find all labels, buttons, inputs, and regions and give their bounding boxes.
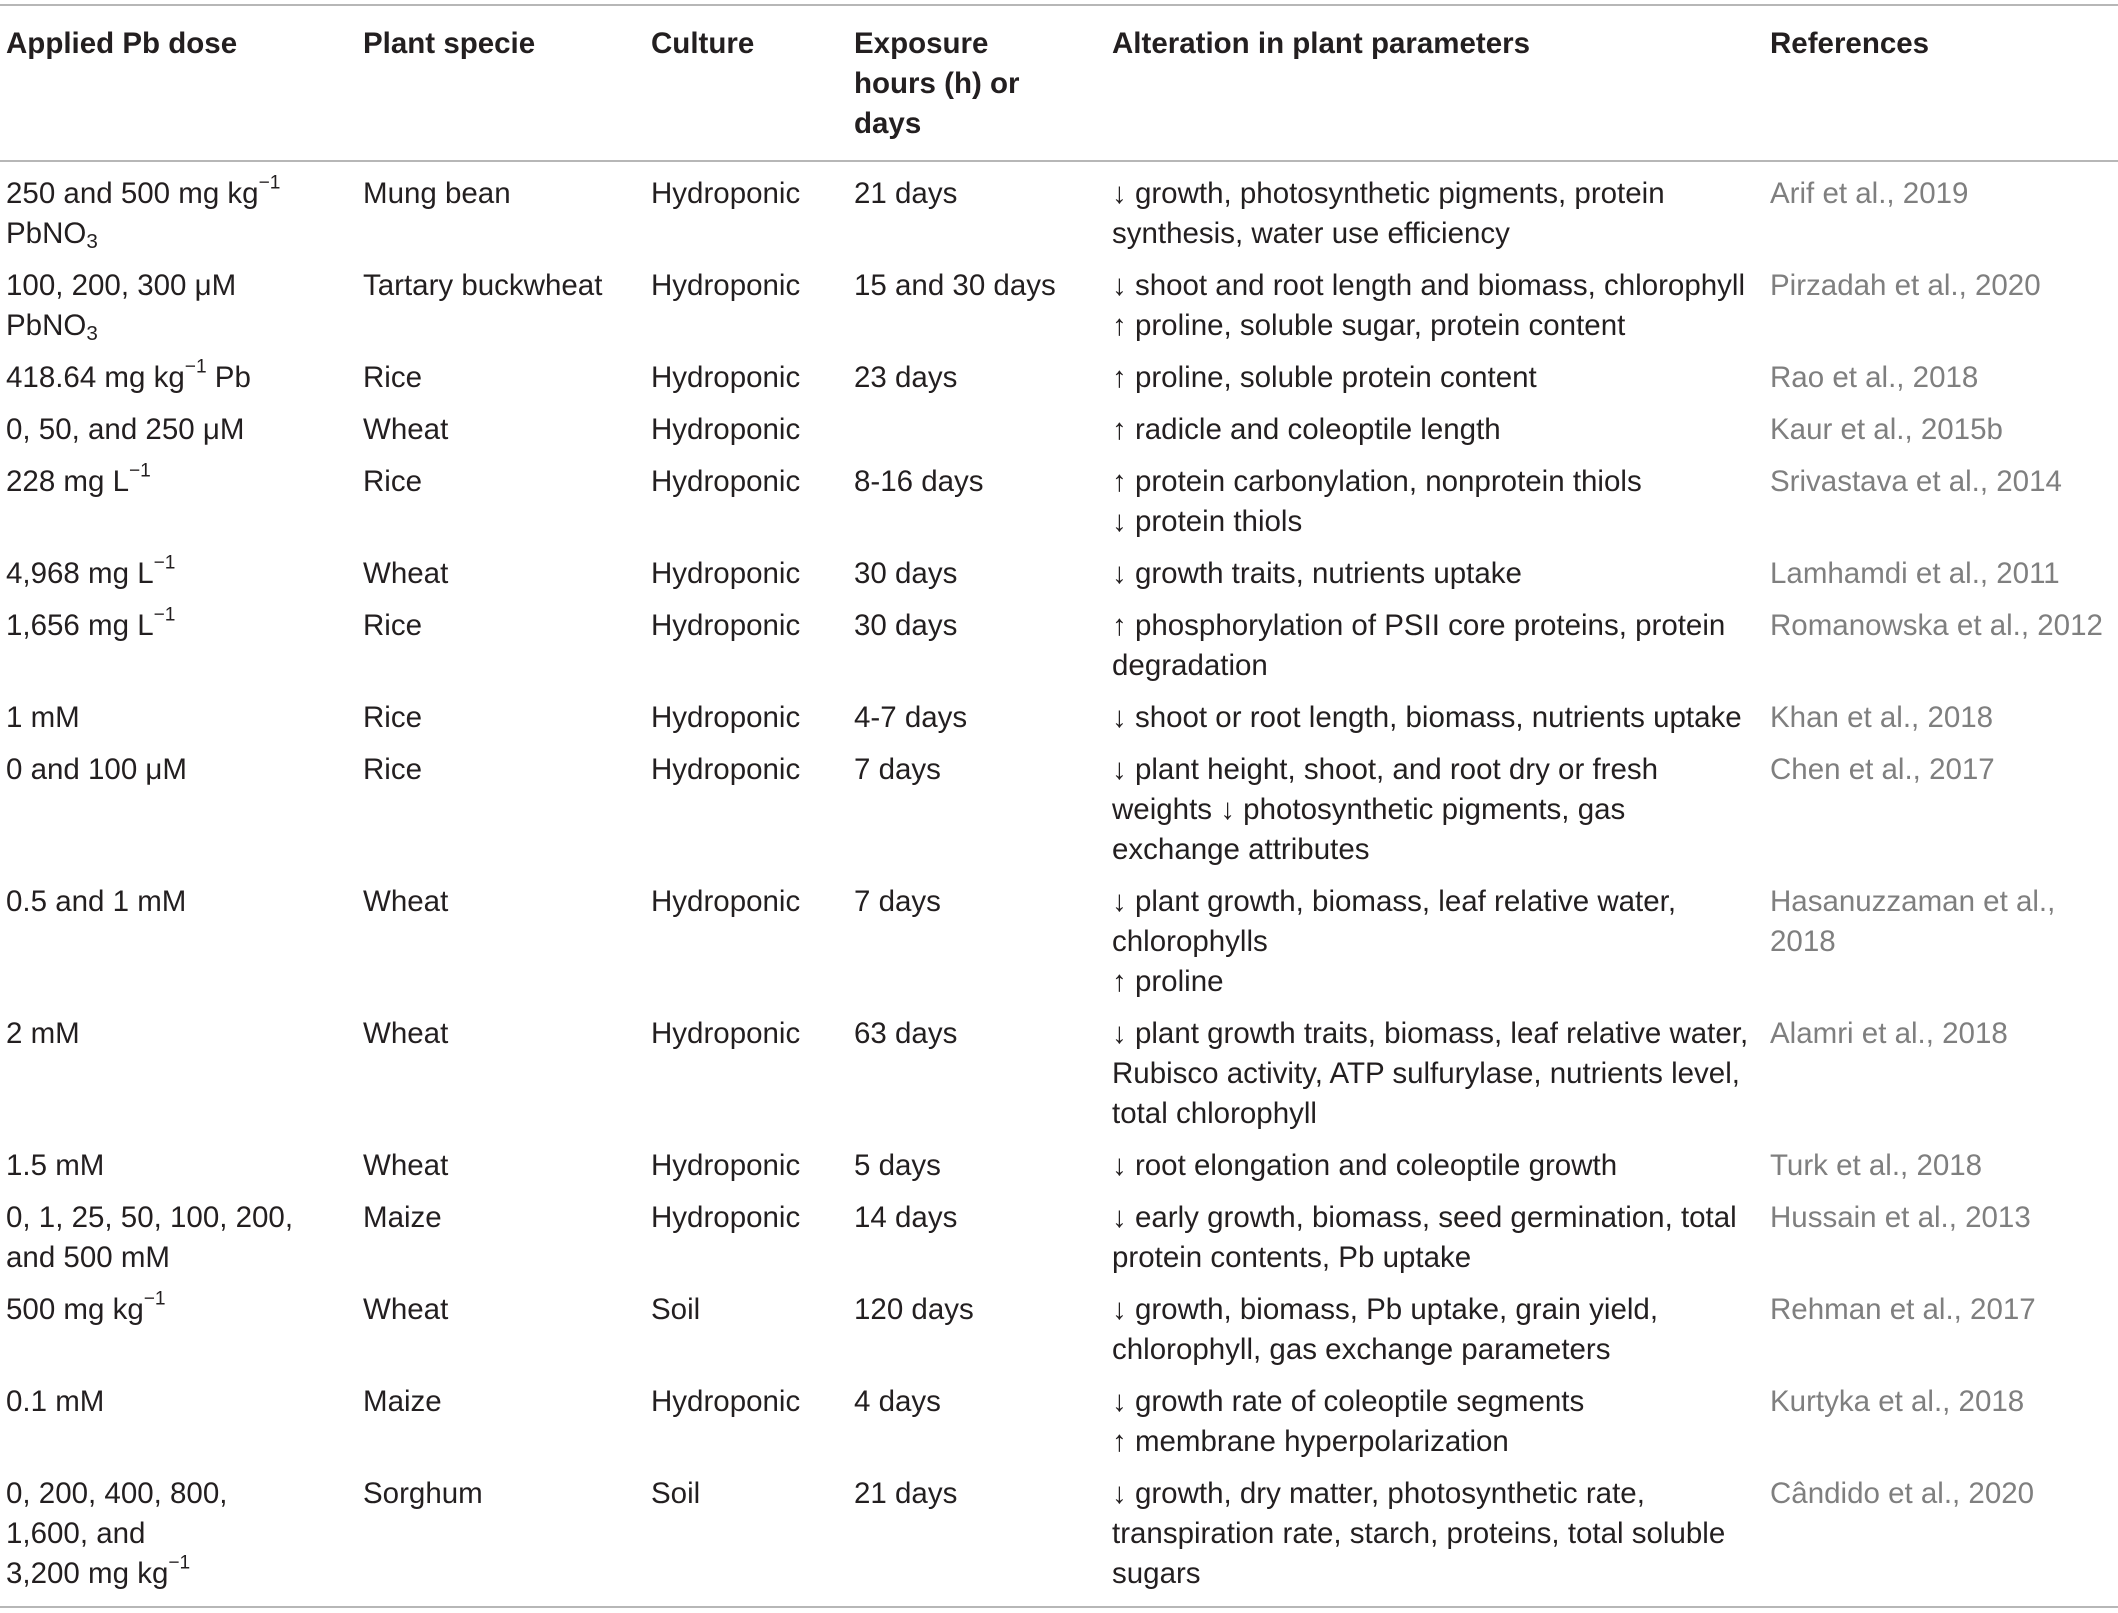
cell-culture: Hydroponic bbox=[651, 1149, 801, 1182]
cell-alteration bbox=[1106, 1286, 1762, 1378]
pb-effects-table bbox=[0, 4, 2118, 1608]
cell-plant-specie: Rice bbox=[363, 609, 423, 642]
table-row bbox=[0, 458, 2118, 550]
cell-applied-pb-dose: 4,968 mg $L^{-1}$ bbox=[6, 552, 176, 590]
cell-plant-specie: Rice bbox=[363, 361, 423, 394]
table-row bbox=[0, 161, 2118, 262]
superscript: −1 bbox=[153, 552, 176, 574]
cell-alteration bbox=[1106, 694, 1762, 746]
alteration-line: ↑ proline bbox=[1112, 965, 1224, 998]
cell-applied-pb-dose: 2 mM bbox=[6, 1017, 80, 1050]
alteration-line: ↓ growth, dry matter, photosynthetic rate, transpiration rate, starch, proteins, total soluble sugars bbox=[1112, 1477, 1726, 1590]
alteration-line: ↑ protein carbonylation, nonprotein thiols bbox=[1112, 465, 1642, 498]
cell-culture: Hydroponic bbox=[651, 413, 801, 446]
cell-applied-pb-dose: 100, 200, 300 μM PbNO$_3$ bbox=[6, 269, 237, 346]
cell-exposure: 4-7 days bbox=[854, 701, 968, 734]
alteration-line: ↓ shoot and root length and biomass, chlorophyll bbox=[1112, 269, 1745, 302]
table-row bbox=[0, 550, 2118, 602]
cell-alteration bbox=[1106, 262, 1762, 354]
cell-exposure: 21 days bbox=[854, 1477, 958, 1510]
cell-plant-specie: Rice bbox=[363, 701, 423, 734]
superscript: −1 bbox=[258, 172, 281, 194]
cell-reference: Kaur et al., 2015b bbox=[1770, 413, 2003, 446]
cell-culture: Hydroponic bbox=[651, 269, 801, 302]
cell-reference: Rehman et al., 2017 bbox=[1770, 1293, 2036, 1326]
cell-plant-specie: Wheat bbox=[363, 885, 449, 918]
cell-plant-specie: Maize bbox=[363, 1201, 442, 1234]
cell-culture: Hydroponic bbox=[651, 609, 801, 642]
cell-culture: Hydroponic bbox=[651, 361, 801, 394]
table-row bbox=[0, 878, 2118, 1010]
cell-exposure: 21 days bbox=[854, 177, 958, 210]
cell-reference: Alamri et al., 2018 bbox=[1770, 1017, 2008, 1050]
table-row bbox=[0, 1470, 2118, 1607]
superscript: −1 bbox=[143, 1288, 166, 1310]
cell-exposure: 30 days bbox=[854, 557, 958, 590]
cell-culture: Hydroponic bbox=[651, 885, 801, 918]
cell-plant-specie: Maize bbox=[363, 1385, 442, 1418]
superscript: −1 bbox=[153, 604, 176, 626]
cell-plant-specie: Sorghum bbox=[363, 1477, 483, 1510]
alteration-line: ↓ growth, biomass, Pb uptake, grain yield, chlorophyll, gas exchange parameters bbox=[1112, 1293, 1659, 1366]
cell-applied-pb-dose: 1,656 mg $L^{-1}$ bbox=[6, 604, 176, 642]
header-row bbox=[0, 5, 2118, 161]
cell-alteration bbox=[1106, 550, 1762, 602]
alteration-line: ↑ membrane hyperpolarization bbox=[1112, 1425, 1509, 1458]
cell-plant-specie: Wheat bbox=[363, 413, 449, 446]
cell-reference: Cândido et al., 2020 bbox=[1770, 1477, 2035, 1510]
cell-exposure: 120 days bbox=[854, 1293, 974, 1326]
header-plant-specie: Plant specie bbox=[363, 27, 536, 60]
table-row bbox=[0, 262, 2118, 354]
table-row bbox=[0, 1378, 2118, 1470]
cell-culture: Hydroponic bbox=[651, 177, 801, 210]
cell-plant-specie: Wheat bbox=[363, 1293, 449, 1326]
cell-exposure: 7 days bbox=[854, 753, 941, 786]
cell-applied-pb-dose: 418.64 mg $kg^{-1}$ Pb bbox=[6, 356, 251, 394]
cell-exposure: 7 days bbox=[854, 885, 941, 918]
cell-alteration bbox=[1106, 458, 1762, 550]
alteration-line: ↓ shoot or root length, biomass, nutrients uptake bbox=[1112, 701, 1742, 734]
cell-alteration bbox=[1106, 406, 1762, 458]
alteration-line: ↓ growth rate of coleoptile segments bbox=[1112, 1385, 1585, 1418]
cell-culture: Hydroponic bbox=[651, 1017, 801, 1050]
cell-applied-pb-dose: 0, 1, 25, 50, 100, 200, and 500 mM bbox=[6, 1201, 294, 1274]
superscript: −1 bbox=[184, 356, 207, 378]
table-row bbox=[0, 406, 2118, 458]
cell-applied-pb-dose: 250 and 500 mg $kg^{-1}$ PbNO$_3$ bbox=[6, 172, 281, 254]
cell-culture: Hydroponic bbox=[651, 1201, 801, 1234]
cell-reference: Pirzadah et al., 2020 bbox=[1770, 269, 2041, 302]
cell-alteration bbox=[1106, 602, 1762, 694]
cell-exposure: 23 days bbox=[854, 361, 958, 394]
alteration-line: ↑ proline, soluble protein content bbox=[1112, 361, 1537, 394]
cell-alteration bbox=[1106, 1470, 1762, 1607]
cell-reference: Hasanuzzaman et al., 2018 bbox=[1770, 885, 2056, 958]
cell-exposure: 4 days bbox=[854, 1385, 941, 1418]
header-applied-pb-dose: Applied Pb dose bbox=[6, 27, 238, 60]
table-header bbox=[0, 5, 2118, 161]
cell-alteration bbox=[1106, 746, 1762, 878]
cell-reference: Romanowska et al., 2012 bbox=[1770, 609, 2103, 642]
cell-culture: Hydroponic bbox=[651, 1385, 801, 1418]
cell-culture: Soil bbox=[651, 1293, 701, 1326]
superscript: −1 bbox=[129, 460, 151, 482]
cell-applied-pb-dose: 500 mg $kg^{-1}$ bbox=[6, 1288, 166, 1326]
cell-exposure: 63 days bbox=[854, 1017, 958, 1050]
alteration-line: ↑ proline, soluble sugar, protein content bbox=[1112, 309, 1626, 342]
cell-applied-pb-dose: 1.5 mM bbox=[6, 1149, 105, 1182]
subscript: 3 bbox=[86, 230, 98, 254]
cell-reference: Arif et al., 2019 bbox=[1770, 177, 1969, 210]
cell-culture: Hydroponic bbox=[651, 557, 801, 590]
cell-alteration bbox=[1106, 161, 1762, 262]
cell-plant-specie: Rice bbox=[363, 753, 423, 786]
cell-applied-pb-dose: 0, 50, and 250 μM bbox=[6, 413, 245, 446]
header-culture: Culture bbox=[651, 27, 755, 60]
alteration-line: ↓ protein thiols bbox=[1112, 505, 1303, 538]
table-body bbox=[0, 161, 2118, 1607]
cell-applied-pb-dose: 0 and 100 μM bbox=[6, 753, 188, 786]
cell-exposure: 8-16 days bbox=[854, 465, 984, 498]
cell-reference: Kurtyka et al., 2018 bbox=[1770, 1385, 2025, 1418]
cell-alteration bbox=[1106, 1194, 1762, 1286]
cell-reference: Khan et al., 2018 bbox=[1770, 701, 1994, 734]
cell-culture: Hydroponic bbox=[651, 753, 801, 786]
cell-culture: Hydroponic bbox=[651, 465, 801, 498]
cell-applied-pb-dose: 228 mg $L^{-1}$ bbox=[6, 460, 151, 498]
alteration-line: ↓ growth traits, nutrients uptake bbox=[1112, 557, 1522, 590]
cell-culture: Soil bbox=[651, 1477, 701, 1510]
table-row bbox=[0, 746, 2118, 878]
subscript: 3 bbox=[86, 322, 98, 346]
cell-culture: Hydroponic bbox=[651, 701, 801, 734]
header-references: References bbox=[1770, 27, 1930, 60]
cell-reference: Lamhamdi et al., 2011 bbox=[1770, 557, 2060, 590]
cell-exposure: 30 days bbox=[854, 609, 958, 642]
cell-alteration bbox=[1106, 878, 1762, 1010]
cell-applied-pb-dose: 0.5 and 1 mM bbox=[6, 885, 187, 918]
alteration-line: ↑ radicle and coleoptile length bbox=[1112, 413, 1501, 446]
alteration-line: ↓ plant growth, biomass, leaf relative water, chlorophylls bbox=[1112, 885, 1677, 958]
superscript: −1 bbox=[168, 1552, 191, 1574]
cell-alteration bbox=[1106, 1010, 1762, 1142]
alteration-line: ↓ root elongation and coleoptile growth bbox=[1112, 1149, 1618, 1182]
cell-exposure bbox=[848, 406, 1106, 458]
table-row bbox=[0, 694, 2118, 746]
cell-applied-pb-dose: 0.1 mM bbox=[6, 1385, 105, 1418]
cell-exposure: 14 days bbox=[854, 1201, 958, 1234]
table-row bbox=[0, 602, 2118, 694]
cell-alteration bbox=[1106, 1378, 1762, 1470]
cell-plant-specie: Wheat bbox=[363, 1017, 449, 1050]
cell-alteration bbox=[1106, 354, 1762, 406]
cell-plant-specie: Mung bean bbox=[363, 177, 511, 210]
cell-plant-specie: Wheat bbox=[363, 1149, 449, 1182]
alteration-line: ↓ plant growth traits, biomass, leaf relative water, Rubisco activity, ATP sulfurylase, nutrients level, total chlorophyll bbox=[1112, 1017, 1749, 1130]
cell-applied-pb-dose: 1 mM bbox=[6, 701, 80, 734]
cell-plant-specie: Rice bbox=[363, 465, 423, 498]
cell-reference: Rao et al., 2018 bbox=[1770, 361, 1979, 394]
cell-plant-specie: Tartary buckwheat bbox=[363, 269, 603, 302]
alteration-line: ↑ phosphorylation of PSII core proteins, protein degradation bbox=[1112, 609, 1726, 682]
cell-alteration bbox=[1106, 1142, 1762, 1194]
table-row bbox=[0, 1194, 2118, 1286]
cell-exposure: 5 days bbox=[854, 1149, 941, 1182]
alteration-line: ↓ plant height, shoot, and root dry or fresh weights ↓ photosynthetic pigments, gas exchange attributes bbox=[1112, 753, 1659, 866]
alteration-line: ↓ early growth, biomass, seed germination, total protein contents, Pb uptake bbox=[1112, 1201, 1737, 1274]
table-row bbox=[0, 1142, 2118, 1194]
table-row bbox=[0, 1010, 2118, 1142]
cell-plant-specie: Wheat bbox=[363, 557, 449, 590]
cell-exposure: 15 and 30 days bbox=[854, 269, 1056, 302]
table-row bbox=[0, 1286, 2118, 1378]
header-alteration: Alteration in plant parameters bbox=[1112, 27, 1531, 60]
cell-reference: Turk et al., 2018 bbox=[1770, 1149, 1983, 1182]
cell-applied-pb-dose: 0, 200, 400, 800, 1,600, and 3,200 mg $kg^{-1}$ bbox=[6, 1477, 228, 1590]
table-row bbox=[0, 354, 2118, 406]
header-exposure: Exposure hours (h) or days bbox=[854, 27, 1020, 140]
alteration-line: ↓ growth, photosynthetic pigments, protein synthesis, water use efficiency bbox=[1112, 177, 1665, 250]
cell-reference: Chen et al., 2017 bbox=[1770, 753, 1995, 786]
cell-reference: Srivastava et al., 2014 bbox=[1770, 465, 2062, 498]
cell-reference: Hussain et al., 2013 bbox=[1770, 1201, 2031, 1234]
